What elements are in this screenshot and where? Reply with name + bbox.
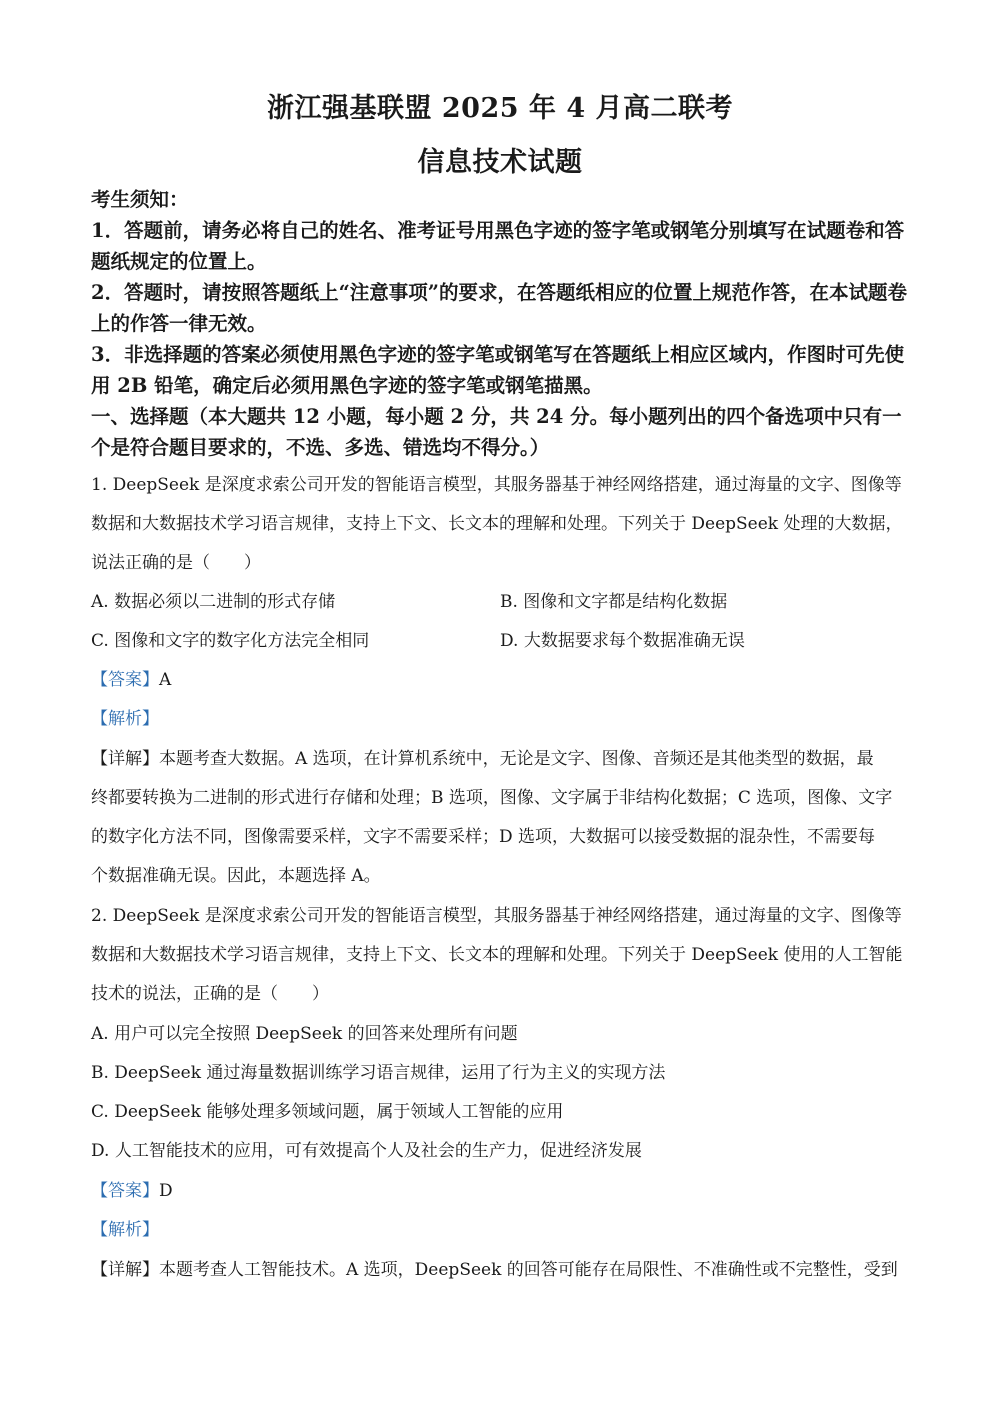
exam-title: 浙江强基联盟 2025 年 4 月高二联考	[266, 93, 734, 124]
q1-detail-line-1	[91, 744, 874, 769]
q2-detail-label: 【详解】	[91, 1260, 159, 1280]
q2-stem-line-3: 技术的说法，正确的是（ ）	[91, 984, 329, 1004]
q1-detail-label: 【详解】	[91, 749, 159, 769]
section-heading: 一、选择题（本大题共 12 小题，每小题 2 分，共 24 分。每小题列出的四个备选项中只有一个是符合题目要求的，不选、多选、错选均不得分。）	[91, 405, 902, 459]
q1-option-d: D. 大数据要求每个数据准确无误	[500, 631, 745, 651]
notice-item-3: 3．非选择题的答案必须使用黑色字迹的签字笔或钢笔写在答题纸上相应区域内，作图时可先使用 2B 铅笔，确定后必须用黑色字迹的签字笔或钢笔描黑。	[91, 343, 905, 397]
q1-option-c: C. 图像和文字的数字化方法完全相同	[91, 631, 370, 651]
q1-detail-text-1: 本题考查大数据。A 选项，在计算机系统中，无论是文字、图像、音频还是其他类型的数据，最	[159, 749, 874, 769]
q2-analysis-label: 【解析】	[91, 1220, 159, 1240]
q2-detail-line-1	[91, 1255, 898, 1280]
q1-stem-line-2: 数据和大数据技术学习语言规律，支持上下文、长文本的理解和处理。下列关于 DeepSeek 处理的大数据，	[91, 514, 903, 534]
q1-analysis-label: 【解析】	[91, 709, 159, 729]
q1-stem-line-3: 说法正确的是（ ）	[91, 553, 261, 573]
q1-answer	[91, 665, 171, 690]
q2-option-b: B. DeepSeek 通过海量数据训练学习语言规律，运用了行为主义的实现方法	[91, 1063, 666, 1083]
q2-answer-label: 【答案】	[91, 1181, 159, 1201]
q2-detail-text-1: 本题考查人工智能技术。A 选项，DeepSeek 的回答可能存在局限性、不准确性或不完整性，受到	[159, 1260, 898, 1280]
q1-stem-line-1: 1. DeepSeek 是深度求索公司开发的智能语言模型，其服务器基于神经网络搭建，通过海量的文字、图像等	[91, 475, 902, 495]
q2-option-a: A. 用户可以完全按照 DeepSeek 的回答来处理所有问题	[91, 1024, 518, 1044]
q2-option-c: C. DeepSeek 能够处理多领域问题，属于领域人工智能的应用	[91, 1102, 564, 1122]
notice-item-1: 1．答题前，请务必将自己的姓名、准考证号用黑色字迹的签字笔或钢笔分别填写在试题卷和答题纸规定的位置上。	[91, 219, 905, 273]
q1-answer-label: 【答案】	[91, 670, 159, 690]
q2-stem-line-2: 数据和大数据技术学习语言规律，支持上下文、长文本的理解和处理。下列关于 DeepSeek 使用的人工智能	[91, 945, 903, 965]
q2-stem-line-1: 2. DeepSeek 是深度求索公司开发的智能语言模型，其服务器基于神经网络搭建，通过海量的文字、图像等	[91, 906, 902, 926]
notice-block	[91, 184, 921, 463]
q2-answer	[91, 1176, 173, 1201]
exam-subtitle: 信息技术试题	[417, 147, 583, 178]
q1-answer-value: A	[159, 670, 172, 690]
q1-option-a: A. 数据必须以二进制的形式存储	[91, 592, 336, 612]
notice-heading: 考生须知：	[91, 188, 189, 211]
q2-answer-value: D	[159, 1181, 173, 1201]
q2-option-d: D. 人工智能技术的应用，可有效提高个人及社会的生产力，促进经济发展	[91, 1141, 642, 1161]
q1-option-b: B. 图像和文字都是结构化数据	[500, 592, 728, 612]
q1-detail-line-2: 终都要转换为二进制的形式进行存储和处理；B 选项，图像、文字属于非结构化数据；C 选项，图像、文字	[91, 788, 893, 808]
q1-detail-line-3: 的数字化方法不同，图像需要采样，文字不需要采样；D 选项，大数据可以接受数据的混杂性，不需要每	[91, 827, 876, 847]
notice-item-2: 2．答题时，请按照答题纸上“注意事项”的要求，在答题纸相应的位置上规范作答，在本试题卷上的作答一律无效。	[91, 281, 908, 335]
q1-detail-line-4: 个数据准确无误。因此，本题选择 A。	[91, 866, 381, 886]
